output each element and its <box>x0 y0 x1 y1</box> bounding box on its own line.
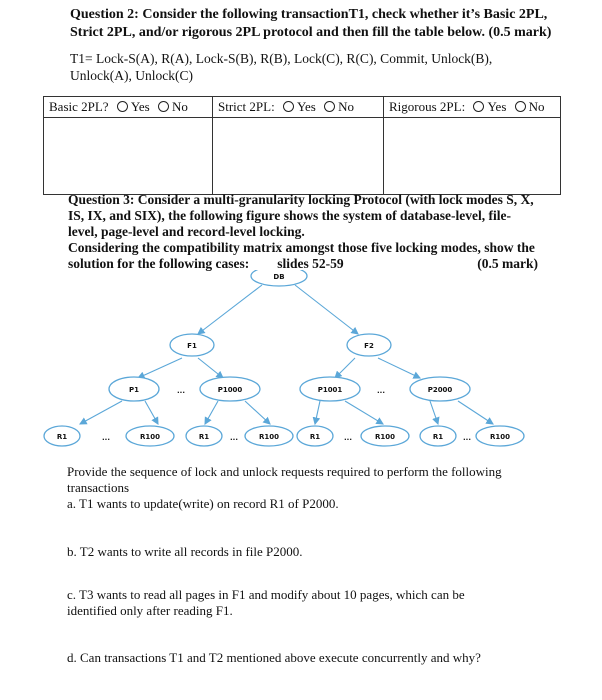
basic-answer-cell[interactable] <box>44 118 213 195</box>
question-3-subtext <box>68 240 538 272</box>
table-answer-row <box>44 118 561 195</box>
label-db: DB <box>273 273 285 281</box>
label-r100-c: R100 <box>374 433 396 441</box>
node-labels <box>57 273 510 442</box>
strict-answer-cell[interactable] <box>213 118 384 195</box>
ellipsis-r-1: ... <box>102 434 110 442</box>
rigorous-no-radio[interactable] <box>515 101 526 112</box>
case-c: c. T3 wants to read all pages in F1 and modify about 10 pages, which can be identified only after reading F1. <box>67 587 465 618</box>
label-p2000: P2000 <box>427 386 453 394</box>
rigorous-yes-radio[interactable] <box>473 101 484 112</box>
tree-nodes <box>44 270 524 446</box>
basic-no-radio[interactable] <box>158 101 169 112</box>
table-header-row <box>44 97 561 118</box>
rigorous-no-label: No <box>528 99 545 114</box>
slides-reference: slides 52-59 <box>277 256 344 271</box>
rigorous-2pl-cell <box>384 97 561 118</box>
strict-no-label: No <box>338 99 355 114</box>
label-p1: P1 <box>128 386 140 394</box>
basic-2pl-cell <box>44 97 213 118</box>
label-r1-a: R1 <box>56 433 68 441</box>
strict-yes-label: Yes <box>296 99 316 114</box>
rigorous-yes-label: Yes <box>487 99 507 114</box>
label-r100-a: R100 <box>139 433 161 441</box>
granularity-tree-diagram <box>0 270 602 460</box>
strict-2pl-label: Strict 2PL: <box>218 99 275 114</box>
rigorous-2pl-label: Rigorous 2PL: <box>389 99 466 114</box>
ellipsis-p-right: ... <box>377 387 385 395</box>
label-p1001: P1001 <box>317 386 343 394</box>
label-f1: F1 <box>187 342 197 350</box>
tree-edges <box>80 285 493 424</box>
ellipsis-p-left: ... <box>177 387 185 395</box>
strict-no-radio[interactable] <box>324 101 335 112</box>
label-r100-d: R100 <box>489 433 511 441</box>
strict-yes-radio[interactable] <box>283 101 294 112</box>
question-2-title: Question 2: Consider the following transactionT1, check whether it’s Basic 2PL, Strict 2PL, and/or rigorous 2PL protocol and then fill the table below. (0.5 mark) <box>70 7 552 40</box>
label-r1-c: R1 <box>309 433 321 441</box>
label-r100-b: R100 <box>258 433 280 441</box>
question-3-text: Question 3: Consider a multi-granularity locking Protocol (with lock modes S, X, IS, IX, and SIX), the following figure shows the system of database-level, file-level, page-level and record-level locking. <box>68 192 534 239</box>
label-f2: F2 <box>364 342 374 350</box>
label-p1000: P1000 <box>217 386 243 394</box>
label-r1-b: R1 <box>198 433 210 441</box>
question-3-cases: Considering the compatibility matrix amongst those five locking modes, show the solution for the following cases: <box>68 240 535 271</box>
ellipsis-r-4: ... <box>463 434 471 442</box>
basic-no-label: No <box>172 99 188 114</box>
question-3 <box>68 192 538 272</box>
case-d: d. Can transactions T1 and T2 mentioned above execute concurrently and why? <box>67 650 481 665</box>
basic-2pl-label: Basic 2PL? <box>49 99 109 114</box>
ellipsis-r-3: ... <box>344 434 352 442</box>
two-pl-table <box>43 96 561 195</box>
case-a: a. T1 wants to update(write) on record R1 of P2000. <box>67 496 339 511</box>
basic-yes-label: Yes <box>130 99 150 114</box>
basic-yes-radio[interactable] <box>117 101 128 112</box>
rigorous-answer-cell[interactable] <box>384 118 561 195</box>
question-3-mark: (0.5 mark) <box>477 256 538 271</box>
strict-2pl-cell <box>213 97 384 118</box>
transaction-t1: T1= Lock-S(A), R(A), Lock-S(B), R(B), Lock(C), R(C), Commit, Unlock(B), Unlock(A), Unlock(C) <box>70 51 493 83</box>
ellipsis-r-2: ... <box>230 434 238 442</box>
case-b: b. T2 wants to write all records in file P2000. <box>67 544 303 559</box>
label-r1-d: R1 <box>432 433 444 441</box>
provide-instruction: Provide the sequence of lock and unlock requests required to perform the following transactions <box>67 464 502 495</box>
